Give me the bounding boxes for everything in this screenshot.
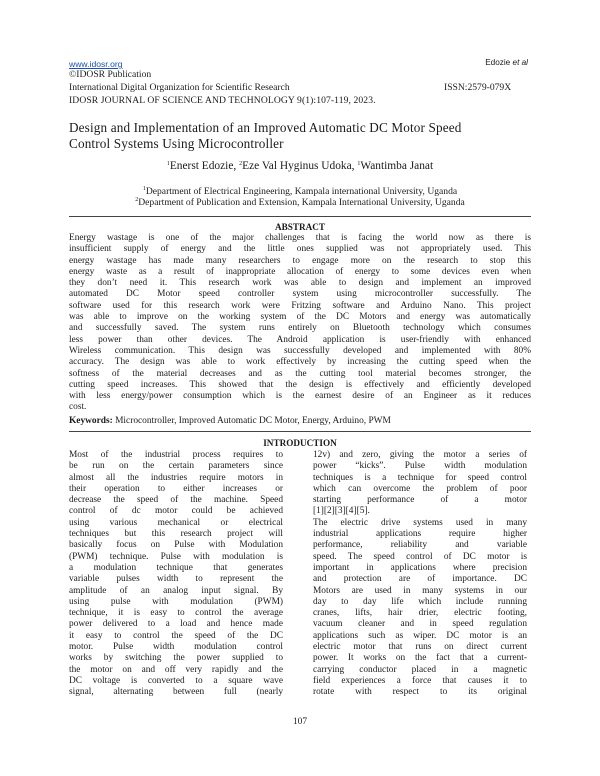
intro-left-column (69, 450, 283, 699)
body-line: rotate with respect to its original (313, 687, 527, 698)
body-line: decrease the speed of the machine. Speed (69, 495, 283, 506)
body-line: technique, it is easy to control the average (69, 608, 283, 619)
body-line: 12v) and zero, giving the motor a series of (313, 450, 527, 460)
issn-line: ISSN:2579-079X (444, 82, 512, 93)
abstract-line: cost. (69, 402, 87, 413)
keywords-list: Microcontroller, Improved Automatic DC Motor, Energy, Arduino, PWM (112, 416, 391, 426)
body-line: almost all the industries require motors in (69, 472, 283, 483)
body-line: performance, reliability and variable (313, 540, 527, 551)
body-line: vacuum cleaner and in speed regulation (313, 619, 527, 630)
abstract-line: they don’t need it. This research work was able to design and implement an improved (69, 278, 531, 289)
body-line: motor. Pulse width modulation control (69, 642, 283, 653)
affiliation-1-text: Department of Electrical Engineering, Kampala international University, Uganda (145, 186, 458, 197)
organization-line: International Digital Organization for Scientific Research (69, 82, 290, 93)
abstract-line: accuracy. The design was able to work effectively by increasing the cutting speed when the (69, 357, 531, 368)
author-3: Wantimba Janat (360, 160, 434, 172)
abstract-line: energy waste as a result of inappropriate allocation of energy to some devices even when (69, 266, 531, 277)
body-line: important in applications where precision (313, 562, 527, 573)
body-line: basically focus on Pulse with Modulation (69, 540, 283, 551)
affiliation-2-text: Department of Publication and Extension, Kampala International University, Uganda (138, 197, 465, 208)
abstract-body (69, 233, 531, 414)
journal-citation: IDOSR JOURNAL OF SCIENCE AND TECHNOLOGY 9(1):107-119, 2023. (69, 95, 376, 106)
abstract-line: Energy wastage is one of the major challenges that is facing the world now as there is (69, 233, 531, 243)
author-1: Enerst Edozie, (169, 160, 240, 172)
author-3-affil: 1 (357, 161, 361, 167)
body-line: power. It works on the fact that a current- (313, 653, 527, 664)
body-line: cranes, lifts, hair drier, electric footing, (313, 608, 527, 619)
abstract-line: was able to improve on the working system of the DC Motors and energy was automatically (69, 312, 531, 323)
body-line: [1][2][3][4][5]. (313, 506, 370, 517)
body-line: techniques is a technique for speed control (313, 472, 527, 483)
affiliation-1-mark: 1 (142, 186, 146, 192)
body-line: The electric drive systems used in many (313, 517, 527, 528)
journal-site-link[interactable]: www.idosr.org (69, 59, 123, 69)
paper-title-line-1: Design and Implementation of an Improved Automatic DC Motor Speed (69, 120, 462, 135)
abstract-line: insufficient supply of energy and the little ones supplied was not appropriately used. This (69, 244, 531, 255)
keywords-line (69, 416, 391, 426)
abstract-bottom-rule (69, 431, 531, 432)
body-line: DC voltage is converted to a square wave (69, 675, 283, 686)
abstract-line: energy wastage has made many researchers to engage more on the research to stop this (69, 255, 531, 266)
body-line: be run on the certain parameters since (69, 461, 283, 472)
running-head-author (485, 58, 528, 67)
body-line: Most of the industrial process requires to (69, 450, 283, 460)
body-line: (PWM) technique. Pulse with modulation is (69, 551, 283, 562)
paper-title-line-2: Control Systems Using Microcontroller (69, 136, 284, 151)
affiliation-2 (0, 195, 600, 208)
author-2: Eze Val Hyginus Udoka, (242, 160, 358, 172)
abstract-line: Wireless communication. This design was successfully developed and implemented with 80% (69, 345, 531, 356)
body-line: their operation to either increases or (69, 483, 283, 494)
page-number: 107 (292, 717, 308, 727)
body-line: works by switching the power supplied to (69, 653, 283, 664)
introduction-heading: INTRODUCTION (263, 438, 337, 448)
body-line: power “kicks”. Pulse width modulation (313, 461, 527, 472)
keywords-label: Keywords: (69, 416, 113, 426)
publisher-line: ©IDOSR Publication (69, 69, 152, 80)
author-2-affil: 2 (239, 161, 243, 167)
body-line: day to day life which include running (313, 596, 527, 607)
abstract-line: cutting speed increases. This showed that the design is effectively and efficiently developed (69, 379, 531, 390)
body-line: electric motor that runs on direct current (313, 642, 527, 653)
body-line: field experiences a force that causes it to (313, 675, 527, 686)
author-1-affil: 1 (166, 161, 170, 167)
affiliation-2-mark: 2 (135, 197, 139, 203)
body-line: applications such as wiper. DC motor is an (313, 630, 527, 641)
body-line: techniques but this research project will (69, 529, 283, 540)
body-line: starting performance of a motor (313, 495, 527, 506)
body-line: speed. The speed control of DC motor is (313, 551, 527, 562)
body-line: and protection are of importance. DC (313, 574, 527, 585)
body-line: industrial applications require higher (313, 529, 527, 540)
body-line: which can overcome the problem of poor (313, 483, 527, 494)
body-line: carrying conductor placed in a magnetic (313, 664, 527, 675)
abstract-line: softness of the material decreases and as the cutting tool material becomes stronger, the (69, 368, 531, 379)
abstract-line: software used for this research work were Fritzing software and Arduino Nano. This project (69, 300, 531, 311)
body-line: signal, alternating between full (nearly (69, 687, 283, 698)
body-line: control of dc motor could be achieved (69, 506, 283, 517)
abstract-line: automated DC Motor speed controller system using microcontroller successfully. The (69, 289, 531, 300)
body-line: the motor on and off very rapidly and the (69, 664, 283, 675)
abstract-line: with less energy/power consumption which is the earnest desire of an Engineer as it reduces (69, 391, 531, 402)
abstract-heading: ABSTRACT (274, 222, 326, 232)
body-line: Motors are used in many systems in our (313, 585, 527, 596)
abstract-line: and successfully saved. The system runs entirely on Bluetooth technology which consumes (69, 323, 531, 334)
running-etal: et al (512, 58, 528, 67)
body-line: a modulation technique that generates (69, 562, 283, 573)
body-line: using various mechanical or electrical (69, 517, 283, 528)
author-list (0, 160, 600, 172)
abstract-top-rule (69, 216, 531, 217)
body-line: variable pulses width to represent the (69, 574, 283, 585)
body-line: it easy to control the speed of the DC (69, 630, 283, 641)
body-line: amplitude of an analog input signal. By (69, 585, 283, 596)
body-line: using pulse with modulation (PWM) (69, 596, 283, 607)
abstract-line: less power than other devices. The Android application is user-friendly with enhanced (69, 334, 531, 345)
running-author-name: Edozie (485, 58, 513, 67)
intro-right-column (313, 450, 527, 699)
body-line: power delivered to a load and hence made (69, 619, 283, 630)
